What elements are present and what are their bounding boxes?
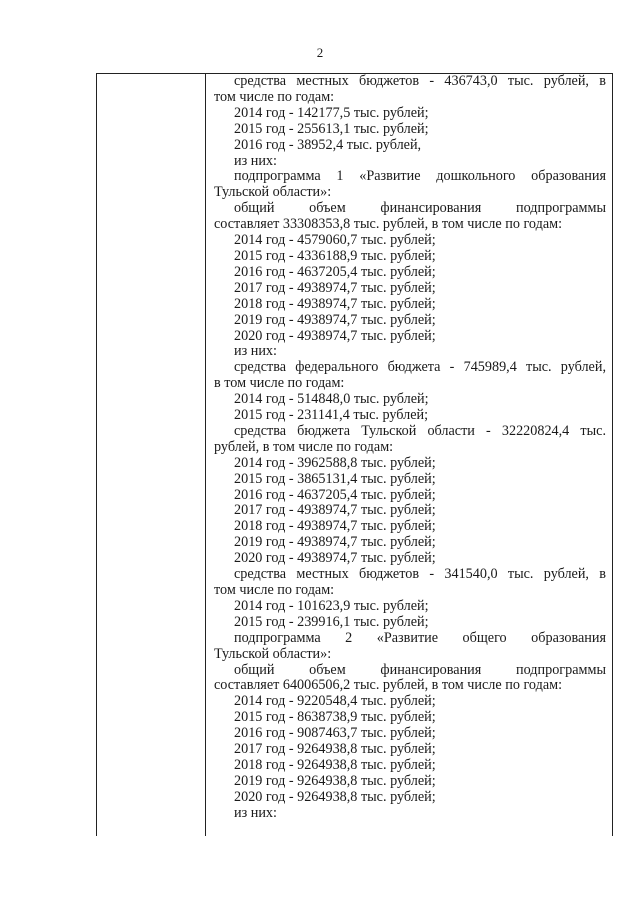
- text-line: из них:: [234, 152, 277, 169]
- text-line: Тульской области»:: [214, 645, 332, 662]
- text-line: 2014 год - 101623,9 тыс. рублей;: [234, 597, 429, 614]
- text-line: 2015 год - 231141,4 тыс. рублей;: [234, 407, 429, 424]
- text-line: 2014 год - 4579060,7 тыс. рублей;: [234, 232, 436, 249]
- text-line: 2015 год - 3865131,4 тыс. рублей;: [234, 470, 436, 487]
- funding-text: [214, 74, 606, 822]
- text-line: 2019 год - 9264938,8 тыс. рублей;: [234, 772, 436, 789]
- text-line: 2020 год - 4938974,7 тыс. рублей;: [234, 550, 436, 567]
- text-line: 2016 год - 9087463,7 тыс. рублей;: [234, 725, 436, 742]
- text-line: 2016 год - 4637205,4 тыс. рублей;: [234, 263, 436, 280]
- text-line: 2014 год - 3962588,8 тыс. рублей;: [234, 454, 436, 471]
- text-line: подпрограмма 1 «Развитие дошкольного образования: [234, 168, 606, 185]
- text-line: 2019 год - 4938974,7 тыс. рублей;: [234, 311, 436, 328]
- text-line: 2018 год - 4938974,7 тыс. рублей;: [234, 518, 436, 535]
- text-line: подпрограмма 2 «Развитие общего образования: [234, 629, 606, 646]
- text-line: 2017 год - 4938974,7 тыс. рублей;: [234, 279, 436, 296]
- text-line: 2014 год - 142177,5 тыс. рублей;: [234, 104, 429, 121]
- text-line: из них:: [234, 343, 277, 360]
- column-divider: [205, 74, 206, 836]
- text-line: общий объем финансирования подпрограммы: [234, 661, 606, 678]
- text-line: средства местных бюджетов - 341540,0 тыс. рублей, в: [234, 566, 606, 583]
- text-line: 2019 год - 4938974,7 тыс. рублей;: [234, 534, 436, 551]
- text-line: 2015 год - 4336188,9 тыс. рублей;: [234, 247, 436, 264]
- text-line: 2018 год - 4938974,7 тыс. рублей;: [234, 295, 436, 312]
- text-line: из них:: [234, 804, 277, 821]
- text-line: средства бюджета Тульской области - 32220824,4 тыс.: [234, 422, 606, 439]
- text-line: 2017 год - 4938974,7 тыс. рублей;: [234, 502, 436, 519]
- text-line: 2016 год - 4637205,4 тыс. рублей;: [234, 486, 436, 503]
- text-line: составляет 33308353,8 тыс. рублей, в том числе по годам:: [214, 216, 563, 233]
- text-line: 2015 год - 239916,1 тыс. рублей;: [234, 613, 429, 630]
- text-line: 2018 год - 9264938,8 тыс. рублей;: [234, 756, 436, 773]
- text-line: в том числе по годам:: [214, 375, 345, 392]
- text-line: 2014 год - 9220548,4 тыс. рублей;: [234, 693, 436, 710]
- text-line: 2020 год - 9264938,8 тыс. рублей;: [234, 788, 436, 805]
- text-line: том числе по годам:: [214, 582, 335, 598]
- text-line: составляет 64006506,2 тыс. рублей, в том числе по годам:: [214, 677, 563, 694]
- text-line: 2014 год - 514848,0 тыс. рублей;: [234, 391, 429, 408]
- text-line: рублей, в том числе по годам:: [214, 438, 394, 455]
- page-number: 2: [316, 45, 324, 60]
- text-line: средства местных бюджетов - 436743,0 тыс. рублей, в: [234, 73, 606, 89]
- text-line: общий объем финансирования подпрограммы: [234, 200, 606, 217]
- text-line: том числе по годам:: [214, 88, 335, 105]
- text-line: 2016 год - 38952,4 тыс. рублей,: [234, 136, 422, 153]
- text-line: средства федерального бюджета - 745989,4 тыс. рублей,: [234, 359, 606, 376]
- funding-table: [96, 73, 613, 836]
- text-line: 2017 год - 9264938,8 тыс. рублей;: [234, 741, 436, 758]
- text-line: 2020 год - 4938974,7 тыс. рублей;: [234, 327, 436, 344]
- text-line: 2015 год - 255613,1 тыс. рублей;: [234, 120, 429, 137]
- text-line: 2015 год - 8638738,9 тыс. рублей;: [234, 709, 436, 726]
- text-line: Тульской области»:: [214, 184, 332, 201]
